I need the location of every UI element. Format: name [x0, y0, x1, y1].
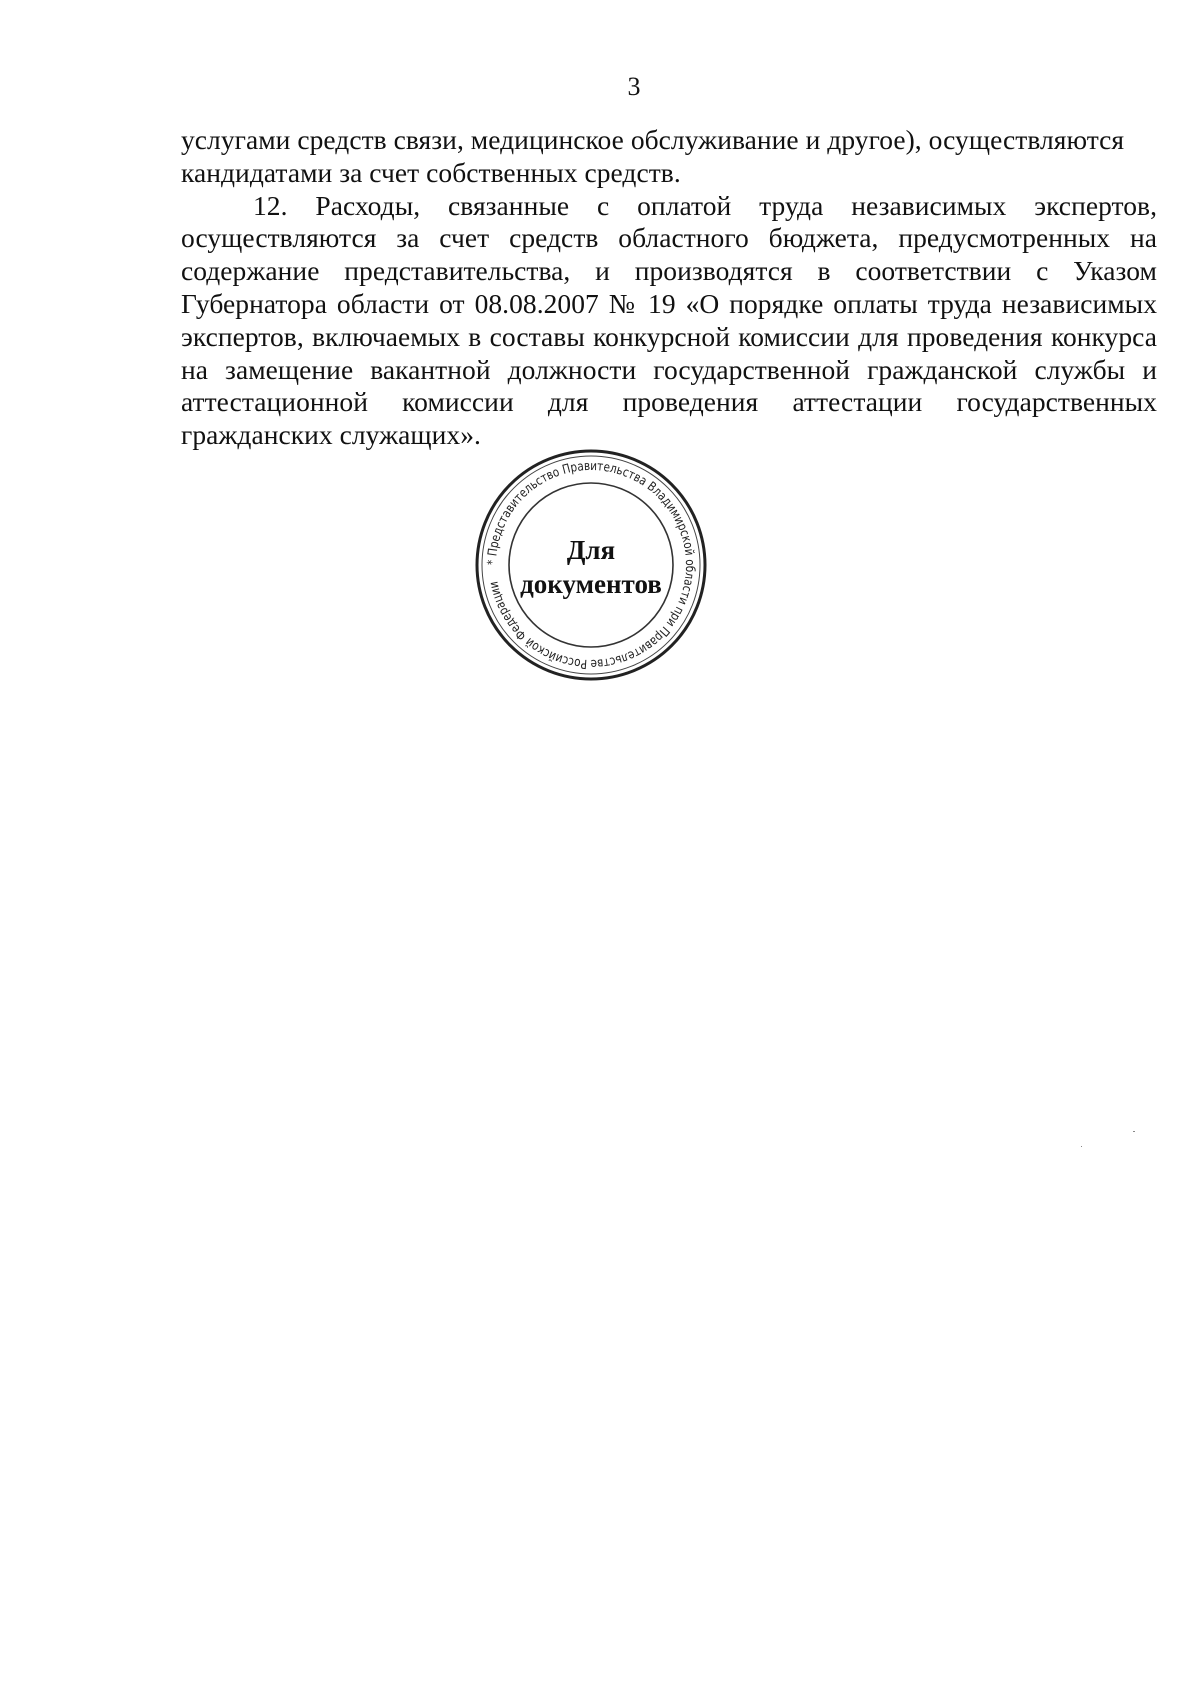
stamp-ring-text — [484, 458, 698, 672]
text-line: конкурса на замещение вакантной должности государственной гражданской — [181, 320, 1157, 385]
official-stamp — [473, 447, 709, 683]
scan-artifact-dot — [1081, 1146, 1082, 1147]
text-line: 12. Расходы, связанные с оплатой труда независимых экспертов, — [253, 189, 1157, 221]
stamp-center-line1: Для — [566, 535, 616, 565]
text-line: службы и аттестационной комиссии для проведения аттестации — [181, 353, 1157, 418]
document-body — [181, 124, 1157, 452]
stamp-outer-ring — [477, 451, 705, 679]
stamp-center-line2: документов — [520, 569, 662, 599]
page-number: 3 — [627, 72, 641, 101]
text-line: услугами средств связи, медицинское обслуживание и другое), осуществляются — [181, 124, 1125, 155]
stamp-outer-thin-ring — [482, 456, 700, 674]
stamp-ring-caption: Представительство Правительства Владимирской области при Правительстве Российской Федерации — [484, 457, 699, 673]
paragraph-12 — [181, 190, 1157, 452]
stamp-separator: * — [483, 558, 500, 566]
scan-artifact-dot — [1133, 1131, 1135, 1132]
text-line: государственных гражданских служащих». — [181, 386, 1157, 451]
paragraph-continuation — [181, 124, 1157, 190]
text-line: кандидатами за счет собственных средств. — [181, 156, 681, 188]
stamp-seal-graphic — [473, 447, 709, 683]
stamp-inner-ring — [509, 483, 673, 647]
text-line: содержание представительства, и производятся в соответствии с Указом — [181, 255, 1157, 287]
text-line: экспертов, включаемых в составы конкурсной комиссии для проведения — [181, 320, 1043, 352]
text-line: Губернатора области от 08.08.2007 № 19 «О порядке оплаты труда независимых — [181, 287, 1157, 319]
text-line: осуществляются за счет средств областного бюджета, предусмотренных на — [181, 222, 1157, 254]
